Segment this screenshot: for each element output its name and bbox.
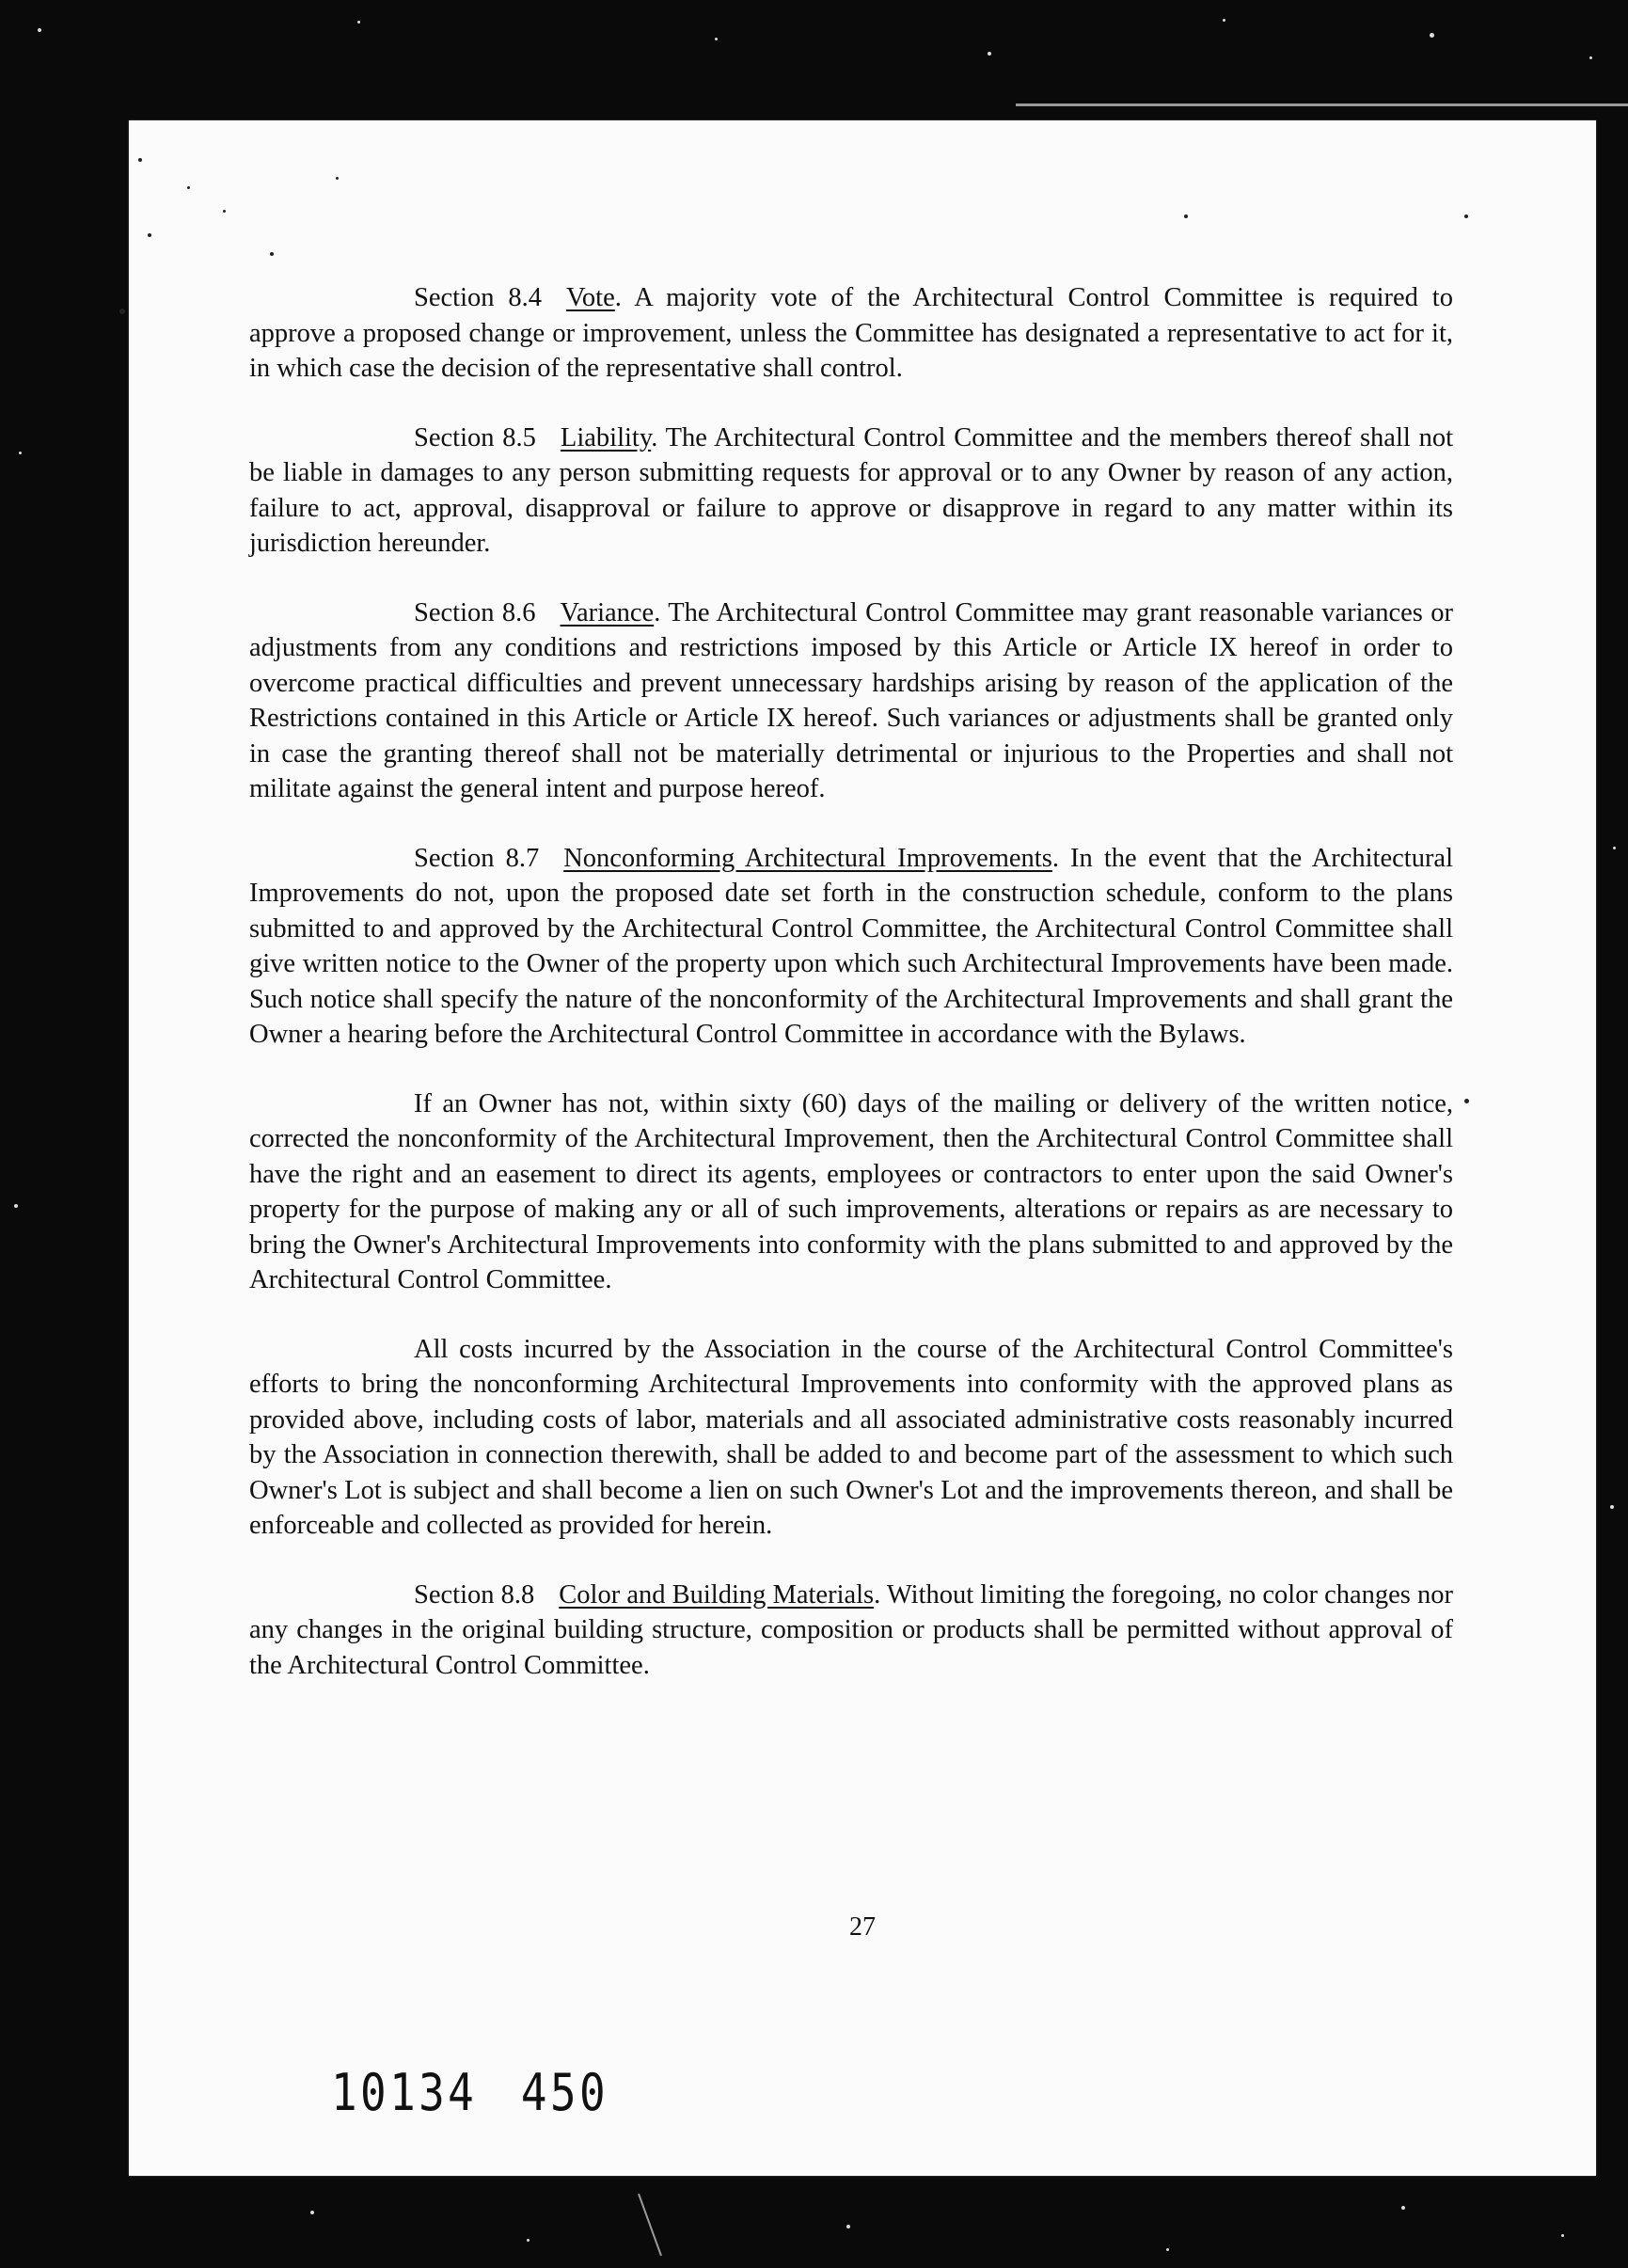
section-number: Section 8.5 [414, 422, 536, 452]
section-8-5 [249, 420, 1453, 562]
paragraph-text: All costs incurred by the Association in the course of the Architectural Control Committee's efforts to bring the nonconforming Architectural Improvements into conformity with the approved plans as provided above, including costs of labor, materials and all associated administrative costs reasonably incurred by the Association in connection therewith, shall be added to and become part of the assessment to which such Owner's Lot is subject and shall become a lien on such Owner's Lot and the improvements thereon, and shall be enforceable and collected as provided for herein. [249, 1334, 1453, 1540]
section-number: Section 8.6 [414, 597, 536, 627]
section-number: Section 8.7 [414, 843, 540, 873]
section-number: Section 8.4 [414, 283, 543, 312]
section-8-6 [249, 595, 1453, 807]
section-number: Section 8.8 [414, 1579, 535, 1610]
section-heading: Color and Building Materials [559, 1579, 875, 1610]
section-text: . The Architectural Control Committee may grant reasonable variances or adjustments from any conditions and restrictions imposed by this Article or Article IX hereof in order to overcome practical difficulties and prevent unnecessary hardships arising by reason of the application of the Restrictions contained in this Article or Article IX hereof. Such variances or adjustments shall be granted only in case the granting thereof shall not be materially detrimental or injurious to the Properties and shall not militate against the general intent and purpose hereof. [249, 597, 1453, 803]
stamp-page-number: 450 [520, 2063, 609, 2122]
section-text: . In the event that the Architectural Improvements do not, upon the proposed date set forth in the construction schedule, conform to the plans submitted to and approved by the Architectural Control Committee, the Architectural Control Committee shall give written notice to the Owner of the property upon which such Architectural Improvements have been made. Such notice shall specify the nature of the nonconformity of the Architectural Improvements and shall grant the Owner a hearing before the Architectural Control Committee in accordance with the Bylaws. [249, 843, 1453, 1049]
stamp-book-number: 10134 [331, 2063, 478, 2122]
section-heading: Vote [566, 283, 615, 312]
section-heading: Variance [560, 597, 655, 627]
section-heading: Liability [560, 422, 652, 452]
paragraph-text: If an Owner has not, within sixty (60) days of the mailing or delivery of the written notice, corrected the nonconformity of the Architectural Improvement, then the Architectural Control Committee shall have the right and an easement to direct its agents, employees or contractors to enter upon the said Owner's property for the purpose of making any or all of such improvements, alterations or repairs as are necessary to bring the Owner's Architectural Improvements into conformity with the plans submitted to and approved by the Architectural Control Committee. [249, 1088, 1453, 1294]
section-heading: Nonconforming Architectural Improvements [563, 843, 1052, 873]
recording-stamp [331, 2063, 609, 2122]
section-text: . The Architectural Control Committee and the members thereof shall not be liable in damages to any person submitting requests for approval or to any Owner by reason of any action, failure to act, approval, disapproval or failure to approve or disapprove in regard to any matter within its jurisdiction hereunder. [249, 422, 1453, 558]
scan-bottom-mark [638, 2194, 662, 2256]
section-8-7-continued-1 [249, 1086, 1453, 1298]
section-text: . Without limiting the foregoing, no color changes nor any changes in the original building structure, composition or products shall be permitted without approval of the Architectural Control Committee. [249, 1579, 1453, 1680]
section-8-8 [249, 1578, 1453, 1684]
section-8-7-continued-2 [249, 1332, 1453, 1544]
section-text: . A majority vote of the Architectural Control Committee is required to approve a proposed change or improvement, unless the Committee has designated a representative to act for it, in which case the decision of the representative shall control. [249, 283, 1453, 383]
section-8-4 [249, 280, 1453, 387]
page-number: 27 [849, 1912, 876, 1942]
scan-top-line [1016, 103, 1628, 106]
body-text [249, 280, 1453, 1717]
document-page [129, 120, 1596, 2176]
section-8-7 [249, 841, 1453, 1053]
